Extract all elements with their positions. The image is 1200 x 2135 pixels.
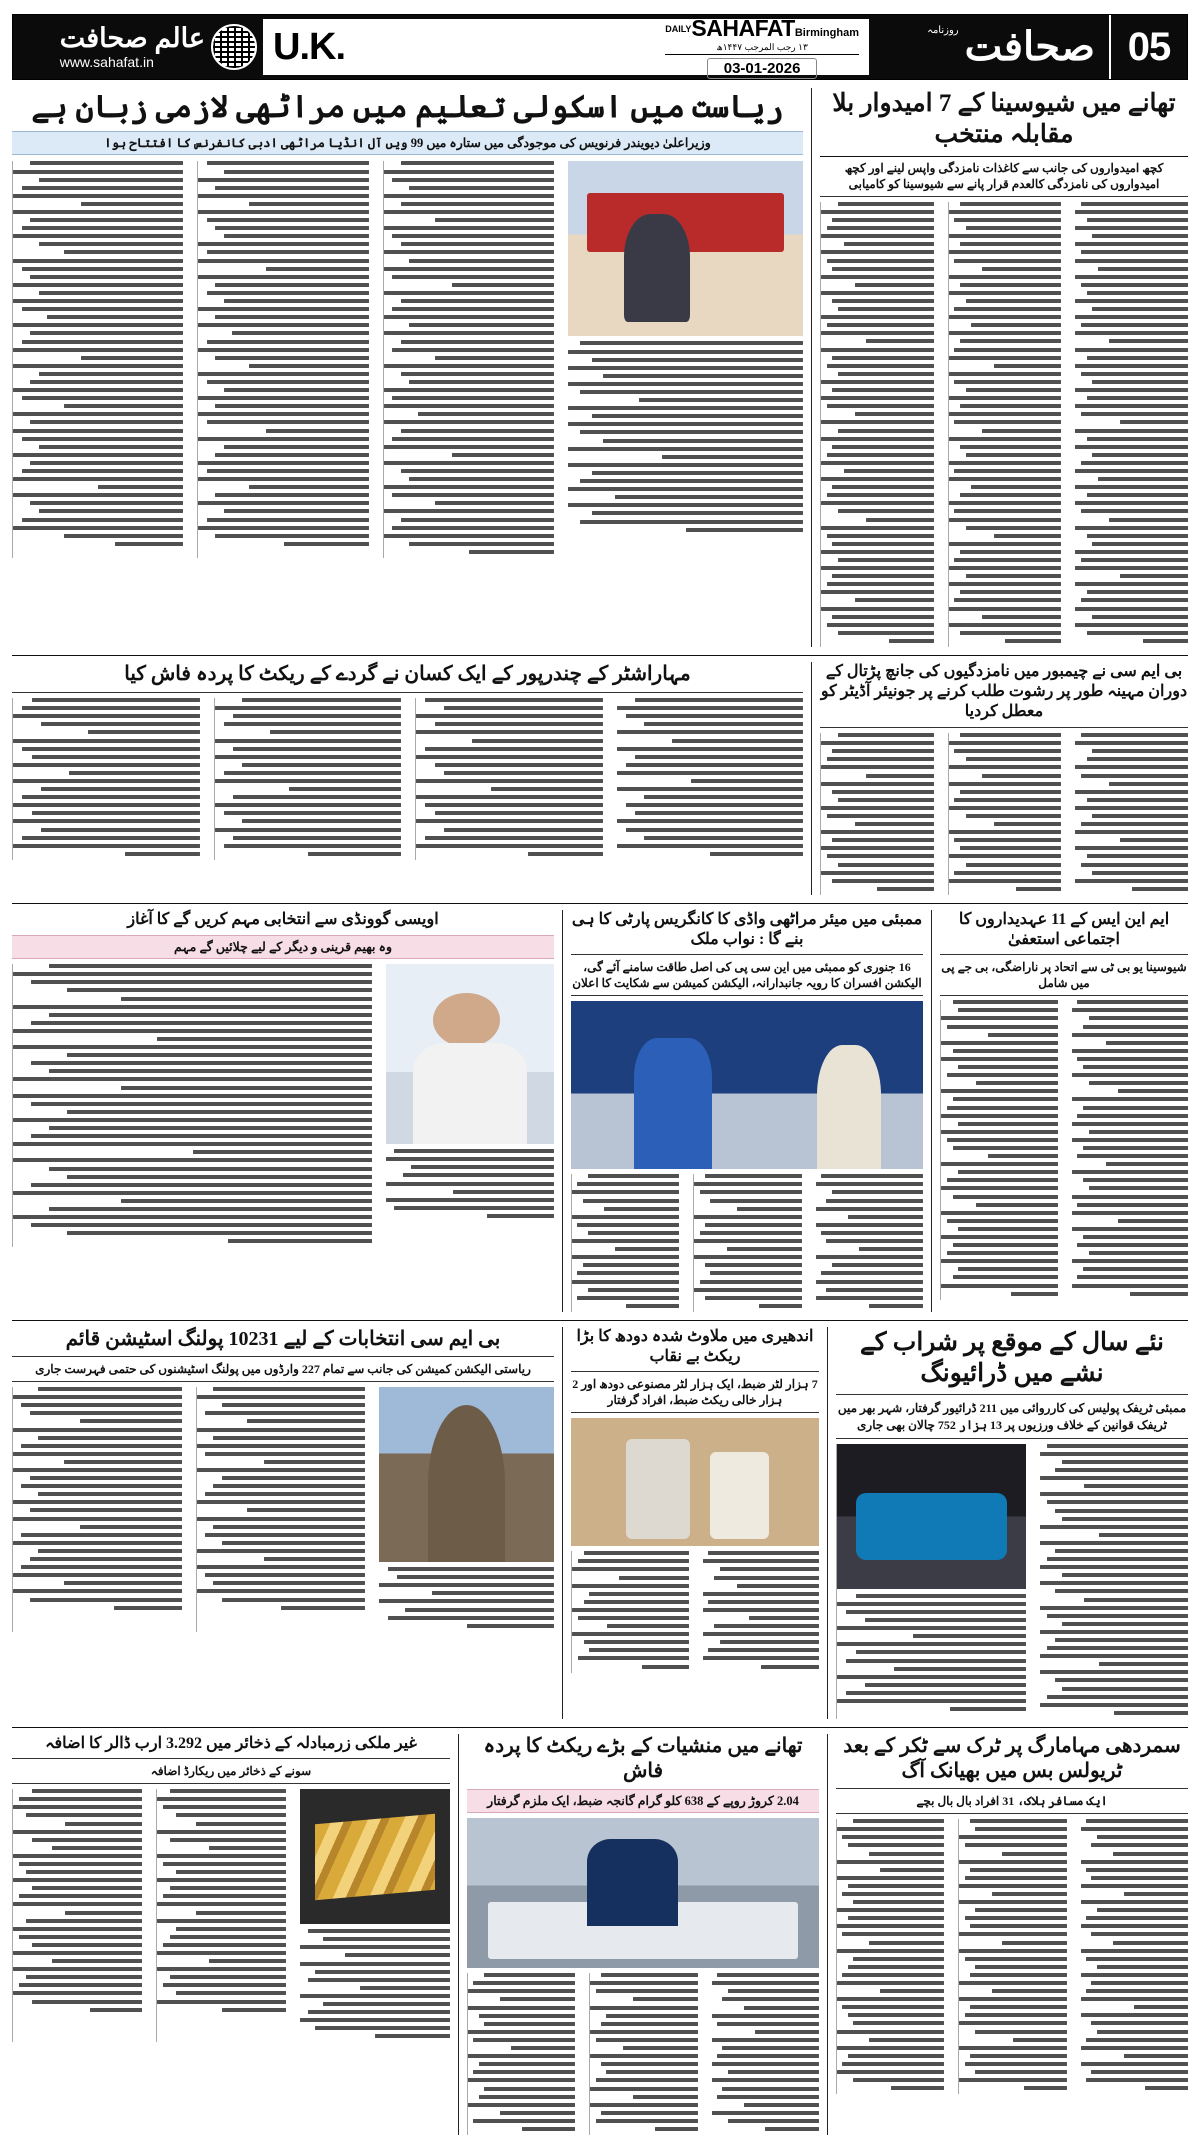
mns-body (940, 1000, 1188, 1299)
edition-label: U.K. (273, 25, 345, 68)
article-owaisi (12, 910, 554, 1312)
nawab-subhead: 16 جنوری کو ممبئی میں این سی پی کی اصل طاقت سامنے آئے گی، الیکشن افسران کا رویہ جانبدارانہ، الیکشن کمیشن سے شکایت کا اعلان (572, 959, 922, 991)
kidney-body (12, 698, 803, 860)
masthead (12, 14, 1188, 80)
fourth-band (12, 1327, 1188, 1719)
kidney-headline: مہاراشٹر کے چندرپور کے ایک کسان نے گردے کے ریکٹ کا پردہ فاش کیا (124, 663, 691, 686)
gold-headline: غیر ملکی زرمبادلہ کے ذخائر میں 3.292 ارب ڈالر کا اضافہ (45, 1734, 417, 1752)
alam-e-sahafat-logo: عالم صحافت (59, 22, 205, 53)
masthead-logo-text: صحافت (964, 24, 1095, 69)
issue-date: 03-01-2026 (707, 58, 818, 79)
truck-headline: سمردھی مہامارگ پر ٹرک سے ٹکر کے بعد ٹریولس بس میں بھیانک آگ (843, 1734, 1181, 1782)
masthead-logo-urdu (869, 15, 1109, 79)
marathi-body (12, 161, 803, 558)
truck-subhead: ایک مسافر ہلاک، 31 افراد بال بال بچے (916, 1793, 1108, 1808)
brand-daily: DAILY (665, 24, 692, 34)
polling-subhead: ریاستی الیکشن کمیشن کی جانب سے تمام 227 وارڈوں میں پولنگ اسٹیشنوں کی حتمی فہرست جاری (35, 1361, 531, 1376)
second-band (12, 662, 1188, 895)
article-polling-stations (12, 1327, 554, 1719)
brand-name: SAHAFAT (691, 15, 795, 41)
drug-seizure-photo (467, 1818, 819, 1968)
gold-subhead: سونے کے ذخائر میں ریکارڈ اضافہ (150, 1763, 312, 1778)
article-adulterated-milk (571, 1327, 819, 1719)
ncp-press-conference-photo (571, 1001, 923, 1169)
article-truck-accident (836, 1734, 1188, 2135)
owaisi-headline: اویسی گوونڈی سے انتخابی مہم کریں گے کا آغاز (127, 910, 439, 928)
hijri-date: ۱۳ رجب المرجب ۱۴۴۷ھ (665, 42, 859, 55)
nawab-body (571, 1174, 923, 1312)
top-zone (12, 88, 1188, 647)
article-nawab-malik (571, 910, 923, 1312)
milk-headline: اندھیری میں ملاوٹ شدہ دودھ کا بڑا ریکٹ بے نقاب (576, 1327, 814, 1365)
milk-subhead: 7 ہزار لٹر ضبط، ایک ہزار لٹر مصنوعی دودھ اور 2 ہزار خالی ریکٹ ضبط، افراد گرفتار (572, 1376, 818, 1408)
mns-headline: ایم این ایس کے 11 عہدیداروں کا اجتماعی استعفیٰ (958, 910, 1170, 948)
masthead-center (263, 15, 869, 77)
polling-headline: بی ایم سی انتخابات کے لیے 10231 پولنگ اسٹیشن قائم (65, 1327, 501, 1350)
drug-kicker: 2.04 کروڑ روپے کے 638 کلو گرام گانجہ ضبط، ایک ملزم گرفتار (467, 1789, 819, 1813)
nawab-headline: ممبئی میں میئر مراٹھی واڈی کا کانگریس پارٹی کا ہی بنے گا : نواب ملک (571, 910, 923, 948)
mns-subhead: شیوسینا یو بی ٹی سے اتحاد پر ناراضگی، بی جے پی میں شامل (941, 959, 1187, 991)
bmc-body (820, 733, 1188, 895)
drunk-driving-photo (837, 1444, 1026, 1589)
drunk-subhead: ممبئی ٹریفک پولیس کی کارروائی میں 211 ڈرائیور گرفتار، شہر بھر میں ٹریفک قوانین کے خلاف ورزیوں پر 13 ہزار 752 چالان بھی جاری (837, 1401, 1187, 1432)
cst-building-photo (379, 1387, 554, 1562)
thane-subhead: کچھ امیدواروں کی جانب سے کاغذات نامزدگی واپس لینے اور کچھ امیدواروں کی نامزدگی کالعدم قرار پانے سے شیوسینا کو کامیابی (844, 160, 1164, 191)
marathi-kicker: وزیراعلیٰ دیویندر فرنویس کی موجودگی میں ستارہ میں 99 ویں آل انڈیا مراٹھی ادبی کانفرنس کا افتتاح ہوا (12, 131, 803, 155)
owaisi-speech-photo (386, 964, 554, 1144)
masthead-brandbox (665, 15, 859, 79)
article-drunk-driving (836, 1327, 1188, 1719)
article-marathi-main (12, 88, 803, 647)
adulterated-milk-photo (571, 1418, 819, 1546)
drunk-headline: نئے سال کے موقع پر شراب کے نشے میں ڈرائیونگ (859, 1328, 1165, 1388)
bmc-headline: بی ایم سی نے چیمبور میں نامزدگیوں کی جانچ پڑتال کے دوران مہینہ طور پر رشوت طلب کرنے پر جونیئر آڈیٹر کو معطل کردیا (820, 663, 1188, 721)
owaisi-kicker: وہ بھیم قرینی و دیگر کے لیے چلائیں گے مہم (12, 935, 554, 959)
globe-icon (211, 24, 257, 70)
article-mns-resign (940, 910, 1188, 1312)
thane-headline: تھانے میں شیوسینا کے 7 امیدوار بلا مقابلہ منتخب (832, 90, 1176, 149)
article-drug-racket (467, 1734, 819, 2135)
masthead-logo-subtext: روزنامہ (927, 25, 959, 36)
article-bmc-bribe (820, 662, 1188, 895)
thane-body (820, 202, 1188, 647)
marathi-literature-conference-photo (568, 161, 803, 336)
article-thane-shivsena (820, 88, 1188, 647)
marathi-headline: ریاست میں اسکولی تعلیم میں مراٹھی لازمی زبان ہے (31, 89, 784, 124)
bottom-band (12, 1734, 1188, 2135)
gold-bars-photo (300, 1789, 450, 1924)
drug-headline: تھانے میں منشیات کے بڑے ریکٹ کا پردہ فاش (483, 1734, 803, 1782)
page-number: 05 (1109, 15, 1187, 79)
website-url[interactable]: www.sahafat.in (59, 53, 154, 70)
article-kidney-racket (12, 662, 803, 895)
article-gold-reserves (12, 1734, 450, 2135)
masthead-right (13, 15, 263, 79)
brand-city: Birmingham (794, 27, 859, 39)
third-band (12, 910, 1188, 1312)
